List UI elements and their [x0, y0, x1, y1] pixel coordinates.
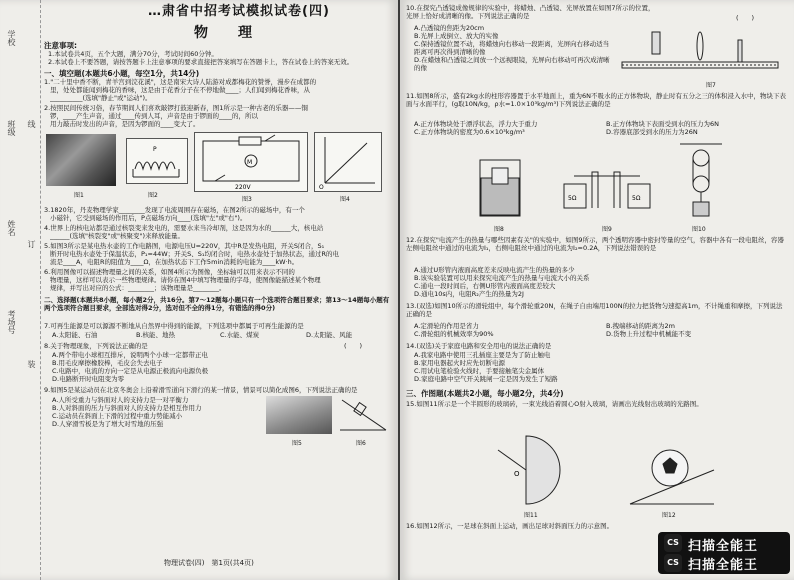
watermark-text: 扫描全能王	[688, 558, 759, 573]
question-13: 13.(双选)如图10所示的滑轮组中，每个滑轮重20N，在绳子自由端用100N的拉力把货物匀速提高1m，不计绳重和摩擦，下列说法正确的是	[406, 302, 783, 318]
figure-caption: 图3	[242, 196, 252, 203]
question-5: 流是____A，电阻R的阻值为____Ω，在加热状态下工作5min消耗的电能为____kW·h。	[50, 258, 299, 266]
section-choice: 二、选择题(本题共8小题，每小题2分，共16分。第7～12题每小题只有一个选项符合题目要求；第13～14题每小题有两个选项符合题目要求，全部选对得2分，选对但不全的得1分，有错选的得0分)	[44, 296, 390, 312]
q13-option-d: D.货物上升过程中机械能不变	[606, 330, 692, 338]
gutter-mark-xian: 线	[27, 120, 36, 128]
q13-option-c: C.滑轮组的机械效率为90%	[414, 330, 494, 338]
q10-option-d: D.在蜡烛和凸透镜之间放一个远视眼镜，光屏向右移动可再次成清晰的像	[414, 56, 610, 72]
question-6: 物理量，这样可以表示一些物理规律。请你在图4中填写物理量的字母，使图像能描述某个物理	[50, 276, 321, 284]
svg-text:O: O	[319, 184, 324, 191]
watermark-text: 扫描全能王	[688, 539, 759, 554]
question-4: ______(选填"核裂变"或"核聚变")来释放能量。	[50, 232, 185, 240]
figure-12-ball-slope	[626, 440, 716, 508]
q9-option-b: B.人对斜面的压力与斜面对人的支持力是相互作用力	[52, 404, 202, 412]
gutter-mark-ding: 订	[27, 240, 36, 248]
question-16: 16.如图12所示，一足球在斜面上运动，画出足球对斜面压力的示意图。	[406, 522, 614, 530]
figure-caption: 图1	[74, 192, 84, 199]
q8-option-c: C.电路中，电流的方向一定是从电源正极流向电源负极	[52, 367, 209, 375]
subject-title: 物 理	[194, 25, 260, 41]
svg-text:P: P	[153, 146, 157, 153]
q13-option-a: A.定滑轮的作用是省力	[414, 322, 479, 330]
gutter-room: 考场号	[7, 310, 16, 334]
q14-option-c: C.用试电笔检验火线时，手要接触笔尖金属体	[414, 367, 545, 375]
binding-gutter	[0, 0, 41, 580]
svg-text:220V: 220V	[235, 184, 251, 191]
q8-option-d: D.电路断开时电阻变为零	[52, 375, 125, 383]
question-6: 规律，并写出对应的公式：________；该物理量是________。	[50, 284, 226, 292]
gutter-mark-zhuang: 装	[27, 360, 36, 368]
figure-caption: 图5	[292, 440, 302, 447]
q14-option-b: B.家用电器起火时应先切断电源	[414, 359, 506, 367]
question-2: 用力敲击时发出的声音，是因为锣面的____变大了。	[50, 120, 200, 128]
q10-option-a: A.凸透镜的焦距为20cm	[414, 24, 485, 32]
q11-option-b: B.正方体物块下表面受到水的压力为6N	[606, 120, 720, 128]
q8-option-a: A.两个带电小球相互排斥，说明两个小球一定都带正电	[52, 351, 208, 359]
q11-option-a: A.正方体物块处于漂浮状态，浮力大于重力	[414, 120, 538, 128]
q9-option-d: D.人穿滑雪板是为了增大对雪地的压强	[52, 420, 164, 428]
q9-option-c: C.运动员在斜面上下滑的过程中重力势能减小	[52, 412, 183, 420]
q7-option-c: C.水能、煤炭	[220, 331, 260, 339]
svg-text:M: M	[247, 159, 253, 166]
q12-option-b: B.该实验装置可以用来探究电流产生的热量与电流大小的关系	[414, 274, 590, 282]
figure-caption: 图10	[692, 226, 706, 233]
question-3: 小磁针，它受到磁场的作用后，P点磁场方向____(选填"左"或"右")。	[50, 214, 247, 222]
question-6: 6.利用图像可以描述物理量之间的关系，如图4所示为图像，坐标轴可以用来表示不同的	[44, 268, 295, 276]
exam-title: …肃省中招考试模拟试卷(四)	[148, 4, 330, 19]
svg-text:5Ω: 5Ω	[568, 195, 577, 202]
figure-point-o: O	[514, 470, 520, 478]
question-7: 7.可再生能源是可以源源不断地从自然界中得到的能源，下列选项中都属于可再生能源的是	[44, 322, 304, 330]
notice-line: 1.本试卷共4页，五个大题，满分70分，考试时间60分钟。	[48, 50, 218, 58]
q8-option-b: B.用毛皮摩擦橡胶棒，毛皮会失去电子	[52, 359, 163, 367]
q7-option-d: D.太阳能、风能	[306, 331, 353, 339]
question-5: 断开时电热水壶处于保温状态，P₁=44W；开关S、S₁均闭合时，电热水壶处于加热状态，通过R的电	[50, 250, 340, 258]
question-14: 14.(双选)关于家庭电路和安全用电的说法正确的是	[406, 342, 552, 350]
question-10: 10.在探究凸透镜成像规律的实验中，将蜡烛、凸透镜、光屏放置在如图7所示的位置，光屏上恰好成清晰的像。下列说法正确的是	[406, 4, 655, 20]
figure-caption: 图2	[148, 192, 158, 199]
question-15: 15.如图11所示是一个半圆形的玻璃砖，一束光线沿着圆心O射入玻璃，请画出光线射出玻璃的光路图。	[406, 400, 703, 408]
figure-10-pulley	[676, 140, 726, 222]
section-drawing: 三、作图题(本题共2小题，每小题2分，共4分)	[406, 389, 564, 398]
q11-option-d: D.容器底部受到水的压力为26N	[606, 128, 698, 136]
page-footer: 物理试卷(四) 第1页(共4页)	[164, 559, 254, 567]
gutter-school: 学校	[7, 30, 16, 46]
figure-4-graph	[314, 132, 382, 192]
answer-paren: ( )	[344, 342, 363, 350]
notice-line: 2.本试卷上不要答题，请按答题卡上注意事项的要求直接把答案填写在答题卡上，答在试卷上的答案无效。	[48, 58, 354, 66]
camscanner-logo: CS	[664, 554, 682, 572]
q14-option-d: D.家庭电路中空气开关跳闸一定是因为发生了短路	[414, 375, 558, 383]
answer-paren: ( )	[736, 14, 755, 22]
figure-5-photo	[266, 396, 332, 434]
q7-option-b: B.核能、地热	[136, 331, 176, 339]
figure-caption: 图7	[706, 82, 716, 89]
question-1: 1."二十里中香不断，青羊宫到浣花溪"，这是南宋大诗人陆游对成都梅花的赞誉，漫步在成都的	[44, 78, 317, 86]
figure-6-slope	[338, 394, 388, 434]
figure-7-bench	[618, 22, 784, 76]
question-2: 锣，____产生声音，通过____传到人耳，声音是由于锣面的____的，所以	[50, 112, 258, 120]
question-1: 里，处处都能闻到梅花的香味，这是由于花香分子在不停地做____；人们闻到梅花香味，从	[50, 86, 310, 94]
figure-caption: 图6	[356, 440, 366, 447]
gutter-name: 姓名	[7, 220, 16, 236]
figure-8-container	[476, 146, 524, 220]
q14-option-a: A.我家电路中使用三孔插座主要是为了防止触电	[414, 351, 551, 359]
q12-option-a: A.通过U形管内液面高度差来反映电流产生的热量的多少	[414, 266, 575, 274]
gutter-class: 班级	[7, 120, 16, 136]
question-3: 3.1820年，丹麦物理学家________发现了电流周围存在磁场，在图2所示的磁场中，有一个	[44, 206, 305, 214]
q10-option-c: C.保持透镜位置不动，将蜡烛向右移动一段距离，光屏向右移动适当距离可再次得到清晰的像	[414, 40, 610, 56]
question-12: 12.在探究"电流产生的热量与哪些因素有关"的实验中，如图9所示，两个透明容器中密封等量的空气，容器中各有一段电阻丝，容器左侧电阻丝中通过的电流为I₁，右侧电阻丝中通过的电流为I₂=0.2A，下列说法错误的是	[406, 236, 784, 252]
q7-option-a: A.太阳能、石油	[52, 331, 98, 339]
question-8: 8.关于物理现象，下列说法正确的是	[44, 342, 148, 350]
right-page	[400, 0, 794, 580]
figure-caption: 图12	[662, 512, 676, 519]
question-2: 2.按照民间传统习俗，春节期间人们喜欢敲锣打鼓迎新春，图1所示是一种古老的乐器——铜	[44, 104, 308, 112]
question-9: 9.如图5是某运动员在北京冬奥会上沿着滑雪道向下滑行的某一情景，情景可以简化成图6，下列说法正确的是	[44, 386, 358, 394]
camscanner-logo: CS	[664, 534, 682, 552]
camscanner-watermark	[658, 532, 790, 574]
q12-option-c: C.通电一段时间后，右侧U形管内液面高度差较大	[414, 282, 556, 290]
figure-caption: 图11	[524, 512, 538, 519]
figure-caption: 图9	[602, 226, 612, 233]
figure-caption: 图8	[494, 226, 504, 233]
question-11: 11.如图8所示，盛有2kg水的柱形容器置于水平地面上，重为6N不吸水的正方体物块，静止时有五分之三的体积浸入水中，物块下表面与水面平行，(g取10N/kg，ρ水=1.0×10³kg/m³)下列说法正确的是	[406, 92, 786, 108]
section-fill-blank: 一、填空题(本题共6小题，每空1分，共14分)	[44, 69, 200, 78]
figure-2-solenoid	[126, 138, 188, 184]
question-4: 4.世界上的核电站都是通过核裂变来发电的，需要水来当冷却剂，这是因为水的______大，核电站	[44, 224, 324, 232]
q9-option-a: A.人所受重力与斜面对人的支持力是一对平衡力	[52, 396, 189, 404]
figure-11-semicircle	[496, 432, 566, 508]
question-1: __________(选填"静止"或"运动")。	[50, 94, 152, 102]
figure-caption: 图4	[340, 196, 350, 203]
figure-9-apparatus	[556, 146, 660, 220]
q10-option-b: B.光屏上成倒立、放大的实像	[414, 32, 499, 40]
figure-3-circuit	[194, 132, 308, 192]
q12-option-d: D.通电10s内，电阻R₂产生的热量为2J	[414, 290, 524, 298]
svg-text:5Ω: 5Ω	[632, 195, 641, 202]
question-5: 5.如图3所示是某电热水壶的工作电路图，电源电压U=220V，其中R是发热电阻，开关S闭合，S₁	[44, 242, 325, 250]
figure-1-photo	[46, 134, 116, 186]
q13-option-b: B.拽端移动的距离为2m	[606, 322, 675, 330]
notice-header: 注意事项:	[44, 41, 77, 50]
q11-option-c: C.正方体物块的密度为0.6×10³kg/m³	[414, 128, 525, 136]
